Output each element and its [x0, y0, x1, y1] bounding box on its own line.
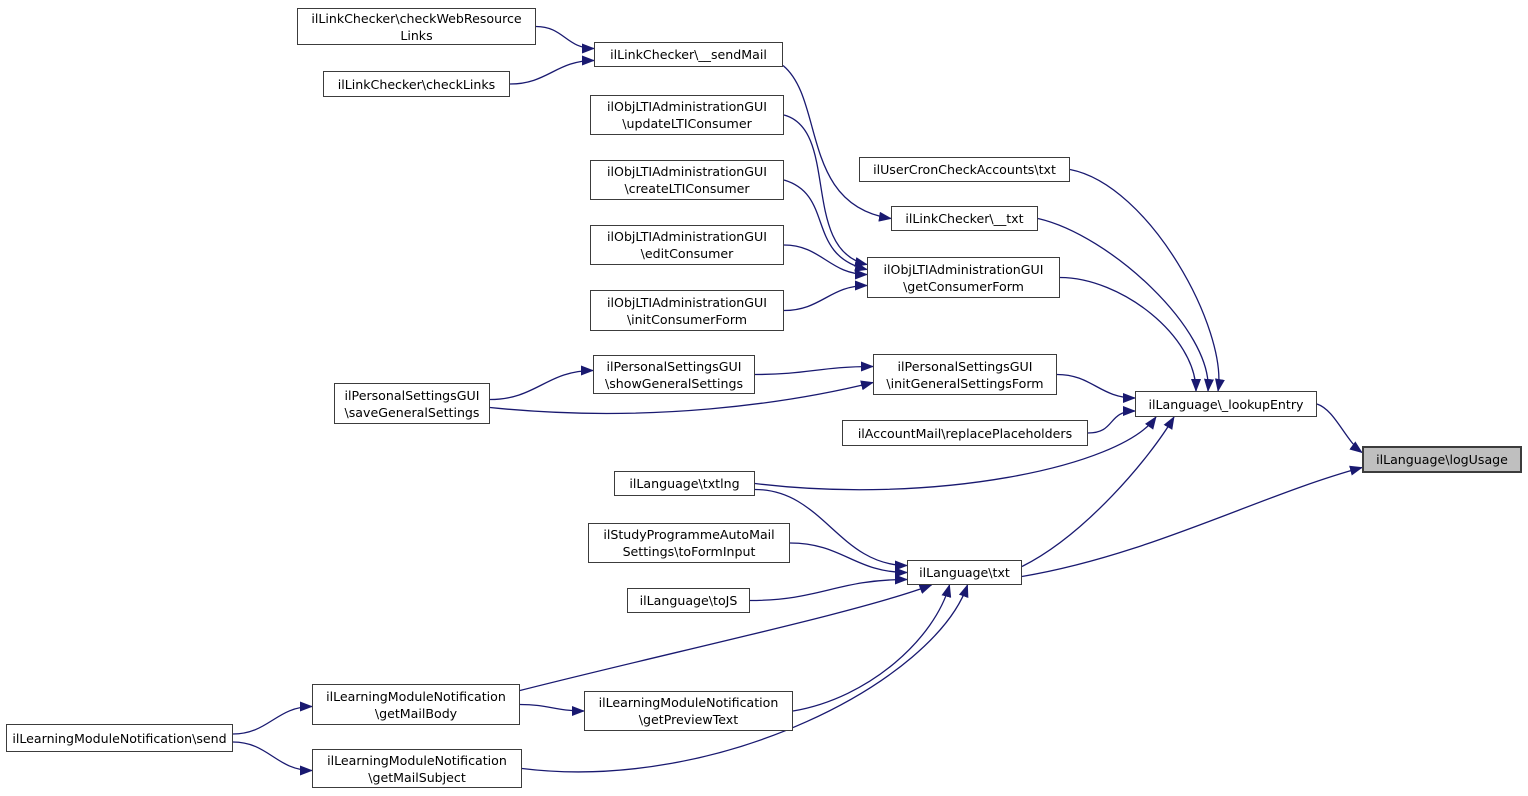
graph-node-label: \editConsumer [640, 246, 734, 261]
graph-node-check-web-resource-links[interactable] [297, 8, 536, 45]
graph-node-get-mail-body[interactable] [312, 684, 520, 725]
edge-send-mail-link-checker-txt [783, 66, 891, 219]
graph-node-label: \getPreviewText [638, 712, 739, 727]
edge-get-mail-subject-txt [522, 585, 968, 772]
graph-node-label: ilLinkChecker\checkLinks [337, 76, 496, 92]
edge-show-general-settings-init-general-settings-form [755, 367, 873, 375]
graph-node-txtlng[interactable] [614, 471, 755, 496]
graph-node-label: ilUserCronCheckAccounts\txt [873, 162, 1056, 177]
graph-node-label: ilLinkChecker\checkWebResource [311, 10, 522, 26]
graph-node-get-preview-text[interactable] [584, 691, 793, 731]
graph-node-label: ilObjLTIAdministrationGUI [883, 261, 1044, 277]
graph-node-send[interactable] [6, 724, 233, 752]
graph-node-link-checker-txt[interactable] [891, 206, 1038, 231]
edge-init-consumer-form-get-consumer-form [784, 286, 867, 311]
graph-node-label: ilLinkChecker\__sendMail [610, 47, 767, 62]
edge-get-consumer-form-lookup-entry [1060, 278, 1196, 392]
graph-node-label: \initConsumerForm [626, 311, 748, 327]
graph-node-label: \initGeneralSettingsForm [886, 375, 1044, 391]
graph-node-init-consumer-form[interactable] [590, 290, 784, 331]
graph-node-create-lti-consumer[interactable] [590, 160, 784, 200]
graph-node-label: ilLearningModuleNotification [327, 752, 507, 768]
edge-create-lti-consumer-get-consumer-form [784, 180, 867, 270]
edge-send-get-mail-body [233, 707, 312, 735]
graph-node-label: ilAccountMail\replacePlaceholders [857, 425, 1073, 441]
graph-node-label: ilLanguage\logUsage [1376, 452, 1508, 467]
graph-node-to-js[interactable] [627, 588, 750, 613]
graph-node-replace-placeholders[interactable] [842, 420, 1088, 446]
graph-node-label: ilLearningModuleNotification\send [12, 730, 227, 746]
graph-node-user-cron-check-accounts-txt[interactable] [859, 157, 1070, 182]
edge-link-checker-txt-lookup-entry [1038, 219, 1208, 392]
graph-node-label: \getMailSubject [368, 769, 466, 785]
graph-node-label: \getConsumerForm [903, 278, 1024, 294]
edge-init-general-settings-form-lookup-entry [1057, 375, 1135, 399]
graph-node-label: ilObjLTIAdministrationGUI [607, 229, 767, 244]
graph-node-save-general-settings[interactable] [334, 383, 490, 424]
edge-save-general-settings-show-general-settings [490, 371, 593, 400]
graph-node-label: ilObjLTIAdministrationGUI [607, 164, 767, 179]
edge-to-js-txt [750, 580, 907, 601]
graph-node-label: ilObjLTIAdministrationGUI [607, 294, 767, 310]
graph-node-label: ilLanguage\txt [919, 565, 1010, 580]
graph-node-label: ilLanguage\toJS [639, 593, 738, 608]
graph-node-init-general-settings-form[interactable] [873, 354, 1057, 395]
graph-node-lookup-entry[interactable] [1135, 391, 1317, 417]
graph-node-label: Links [400, 27, 433, 43]
graph-node-label: ilLinkChecker\__txt [905, 211, 1024, 226]
graph-node-label: \saveGeneralSettings [344, 404, 480, 420]
graph-node-label: ilLearningModuleNotification [598, 695, 779, 710]
graph-node-label: \showGeneralSettings [604, 375, 744, 391]
graph-node-label: \updateLTIConsumer [622, 116, 752, 131]
edge-update-lti-consumer-get-consumer-form [784, 115, 867, 265]
graph-node-label: ilLearningModuleNotification [326, 688, 506, 704]
graph-node-send-mail[interactable] [594, 42, 783, 67]
graph-node-label: ilLanguage\_lookupEntry [1148, 396, 1304, 412]
graph-node-show-general-settings[interactable] [593, 355, 755, 394]
graph-node-to-form-input[interactable] [588, 523, 790, 563]
graph-node-get-mail-subject[interactable] [312, 749, 522, 788]
graph-node-label: ilPersonalSettingsGUI [344, 387, 480, 403]
graph-node-get-consumer-form[interactable] [867, 257, 1060, 298]
edge-get-mail-body-get-preview-text [520, 705, 584, 712]
graph-node-label: ilPersonalSettingsGUI [606, 358, 742, 374]
edge-check-links-send-mail [510, 61, 594, 85]
graph-node-label: Settings\toFormInput [622, 544, 756, 559]
graph-node-log-usage [1362, 446, 1522, 473]
graph-node-label: \getMailBody [374, 705, 458, 721]
graph-node-label: \createLTIConsumer [624, 181, 750, 196]
edge-send-get-mail-subject [233, 742, 312, 771]
graph-node-txt[interactable] [907, 560, 1022, 585]
graph-node-edit-consumer[interactable] [590, 225, 784, 265]
edge-replace-placeholders-lookup-entry [1088, 411, 1135, 433]
edge-txt-log-usage [1022, 468, 1362, 577]
graph-node-label: ilStudyProgrammeAutoMail [603, 527, 775, 542]
edge-to-form-input-txt [790, 543, 907, 573]
edge-check-web-resource-links-send-mail [536, 27, 594, 49]
graph-node-label: ilObjLTIAdministrationGUI [607, 99, 767, 114]
graph-node-label: ilLanguage\txtlng [629, 476, 740, 491]
graph-node-check-links[interactable] [323, 71, 510, 97]
graph-node-update-lti-consumer[interactable] [590, 95, 784, 135]
edge-lookup-entry-log-usage [1317, 404, 1362, 453]
graph-node-label: ilPersonalSettingsGUI [897, 358, 1033, 374]
